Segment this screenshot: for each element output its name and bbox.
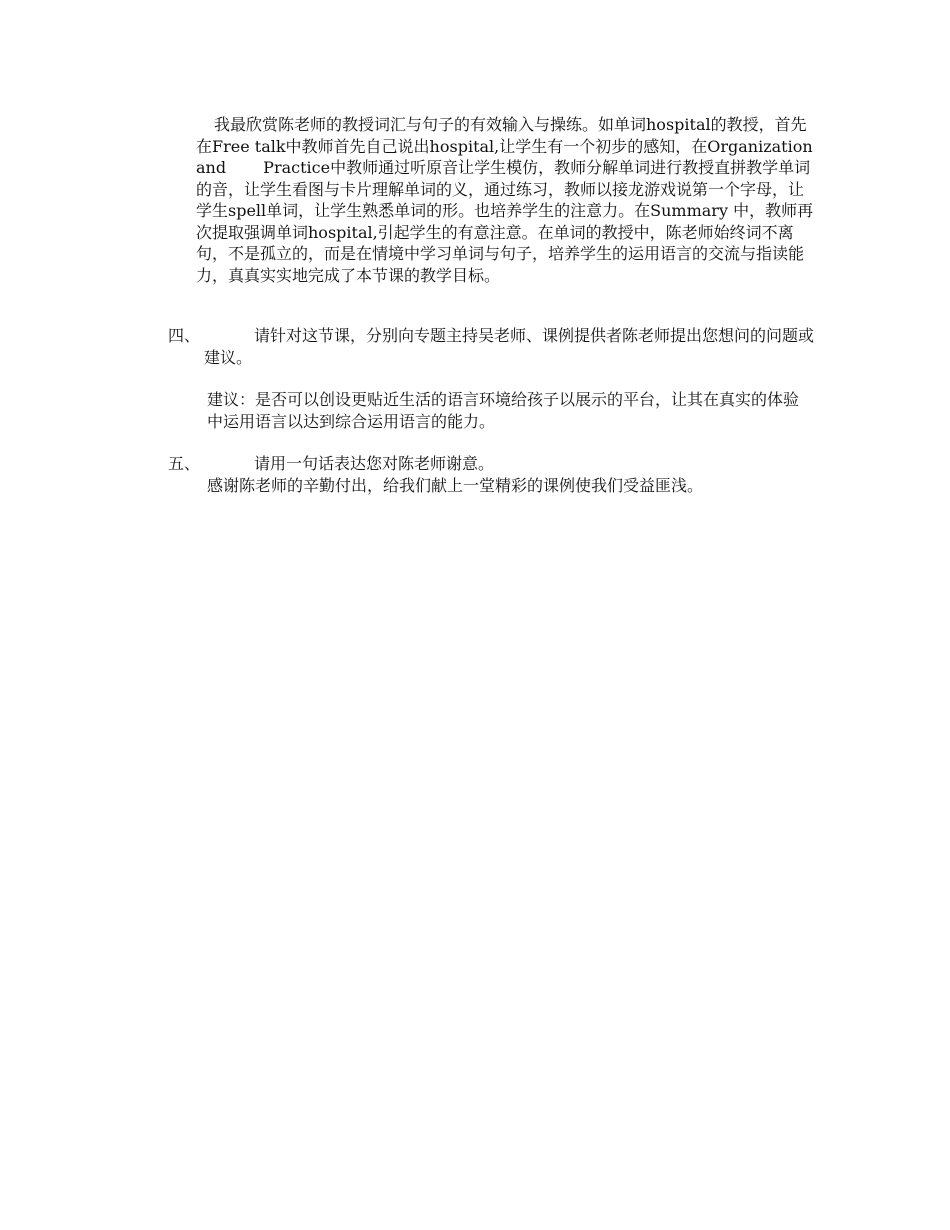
section-four-question: 请针对这节课，分别向专题主持吴老师、课例提供者陈老师提出您想问的问题或建议。: [204, 326, 815, 367]
section-four-number: 四、: [168, 326, 201, 345]
section-five-answer: 感谢陈老师的辛勤付出，给我们献上一堂精彩的课例使我们受益匪浅。: [207, 476, 704, 495]
section-five-question: 请用一句话表达您对陈老师谢意。: [254, 454, 495, 473]
section-five-number: 五、: [168, 454, 201, 473]
intro-paragraph: 我最欣赏陈老师的教授词汇与句子的有效输入与操练。如单词hospital的教授，首先在Free talk中教师首先自己说出hospital,让学生有一个初步的感知，在Organization and Practice中教师通过听原音让学生模仿，教师分解单词进行教授直拼教学单词的音，让学生看图与卡片理解单词的义，通过练习，教师以接龙游戏说第一个字母，让学生spell单词，让学生熟悉单词的形。也培养学生的注意力。在Summary 中，教师再次提取强调单词hospital,引起学生的有意注意。在单词的教授中，陈老师始终词不离句，不是孤立的，而是在情境中学习单词与句子，培养学生的运用语言的交流与指读能力，真真实实地完成了本节课的教学目标。: [196, 115, 814, 285]
section-four-answer: 建议：是否可以创设更贴近生活的语言环境给孩子以展示的平台，让其在真实的体验中运用语言以达到综合运用语言的能力。: [207, 390, 800, 431]
